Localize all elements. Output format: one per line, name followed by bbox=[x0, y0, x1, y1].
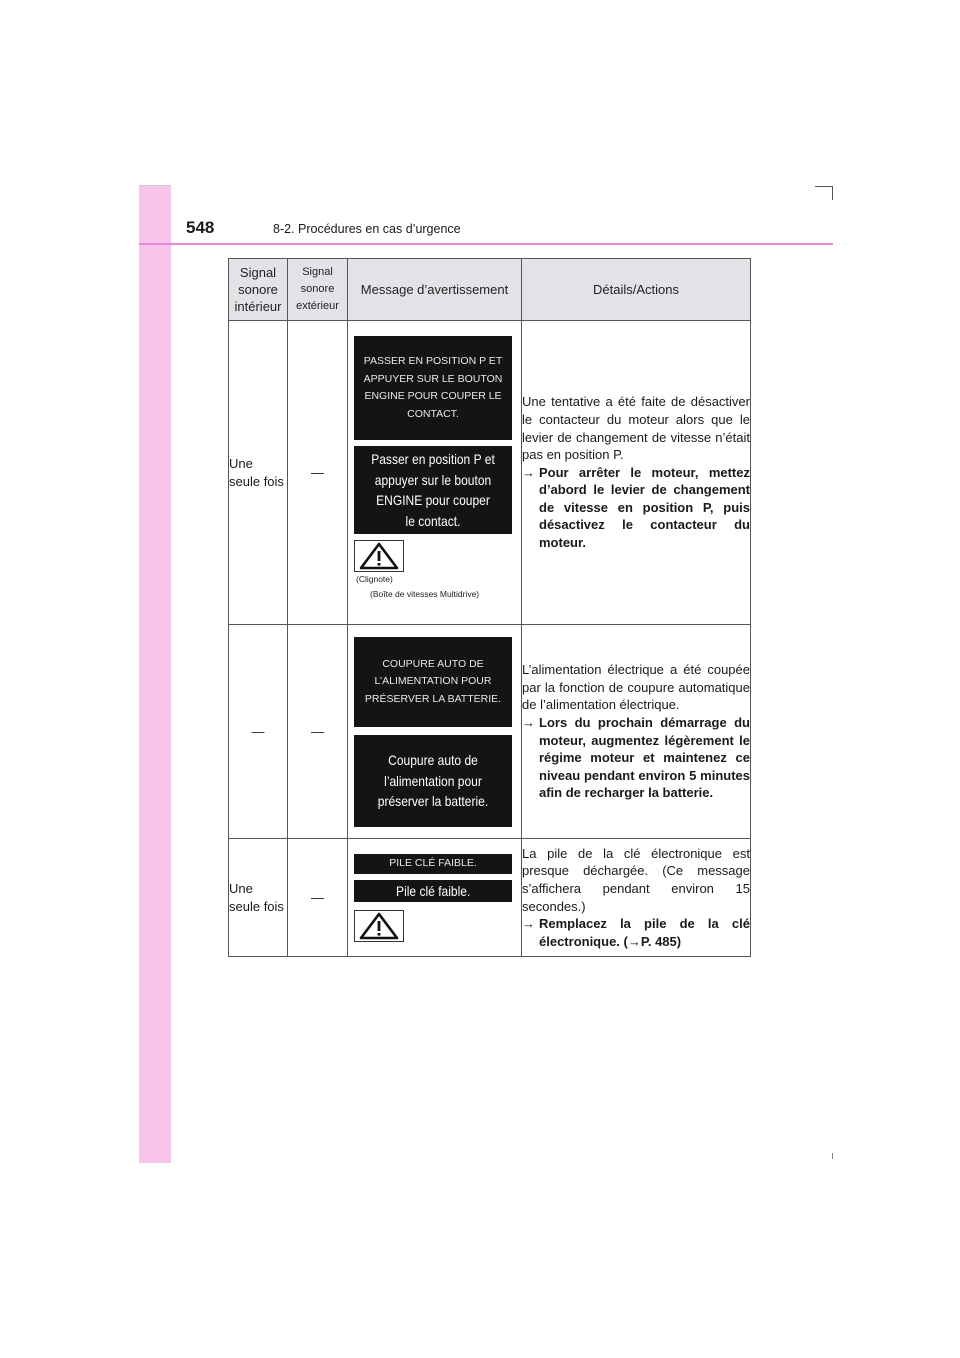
details-text: L’alimentation électrique a été coupée par la fonction de coupure automatique de l’alimentation électrique. bbox=[522, 662, 750, 713]
message-screen-text: Coupure auto de l’alimentation pour préserver la batterie. bbox=[377, 752, 489, 810]
warning-table bbox=[228, 258, 751, 957]
interior-buzzer-cell: Une seule fois bbox=[229, 839, 288, 957]
page-number: 548 bbox=[186, 218, 215, 237]
section-title: 8-2. Procédures en cas d’urgence bbox=[273, 222, 461, 236]
header-rule bbox=[139, 243, 833, 245]
message-cell bbox=[348, 625, 522, 839]
message-screen-text: Passer en position P et appuyer sur le bouton ENGINE pour couper le contact. bbox=[371, 451, 495, 529]
message-screen-caps: COUPURE AUTO DE L’ALIMENTATION POUR PRÉSERVER LA BATTERIE. bbox=[354, 637, 512, 727]
crop-mark bbox=[815, 186, 833, 187]
action-text: Pour arrêter le moteur, mettez d’abord le levier de changement de vitesse en position P, puis désactivez le contacteur du moteur. bbox=[539, 464, 750, 551]
crop-mark bbox=[832, 186, 833, 200]
table-row bbox=[229, 321, 751, 625]
header-details-actions: Détails/Actions bbox=[522, 259, 751, 321]
exterior-buzzer-cell: — bbox=[288, 321, 348, 625]
exterior-buzzer-cell: — bbox=[288, 839, 348, 957]
footnote: (Boîte de vitesses Multidrive) bbox=[370, 589, 480, 599]
details-cell bbox=[522, 625, 751, 839]
message-screen-handwritten bbox=[354, 880, 512, 902]
message-cell bbox=[348, 321, 522, 625]
icon-note: (Clignote) bbox=[356, 574, 393, 584]
action-item bbox=[522, 714, 750, 802]
action-text: Remplacez la pile de la clé électronique. (→P. 485) bbox=[539, 916, 750, 949]
action-text: Lors du prochain démarrage du moteur, augmentez légèrement le régime moteur et maintenez ce niveau pendant environ 5 minutes afin de recharger la batterie. bbox=[539, 714, 750, 801]
crop-mark bbox=[139, 185, 171, 186]
interior-buzzer-cell: Une seule fois bbox=[229, 321, 288, 625]
table-header-row bbox=[229, 259, 751, 321]
message-cell bbox=[348, 839, 522, 957]
arrow-icon: → bbox=[522, 916, 535, 932]
message-screen-handwritten bbox=[354, 446, 512, 534]
message-screen-handwritten bbox=[354, 735, 512, 827]
exterior-buzzer-cell: — bbox=[288, 625, 348, 839]
message-screen-caps: PILE CLÉ FAIBLE. bbox=[354, 854, 512, 874]
header-exterior-buzzer: Signal sonore extérieur bbox=[288, 259, 348, 321]
warning-triangle-icon bbox=[354, 540, 404, 572]
page-side-tab bbox=[139, 185, 171, 1163]
action-item bbox=[522, 915, 750, 950]
table-row bbox=[229, 625, 751, 839]
header-warning-message: Message d’avertissement bbox=[348, 259, 522, 321]
message-screen-caps: PASSER EN POSITION P ET APPUYER SUR LE BOUTON ENGINE POUR COUPER LE CONTACT. bbox=[354, 336, 512, 440]
header-interior-buzzer: Signal sonore intérieur bbox=[229, 259, 288, 321]
interior-buzzer-cell: — bbox=[229, 625, 288, 839]
arrow-icon: → bbox=[522, 714, 535, 730]
details-cell bbox=[522, 321, 751, 625]
details-text: La pile de la clé électronique est presque déchargée. (Ce message s’affichera pendant environ 15 secondes.) bbox=[522, 845, 750, 914]
arrow-icon: → bbox=[522, 464, 535, 480]
table-row bbox=[229, 839, 751, 957]
crop-mark bbox=[832, 1153, 833, 1159]
action-item bbox=[522, 464, 750, 552]
details-cell bbox=[522, 839, 751, 957]
details-text: Une tentative a été faite de désactiver le contacteur du moteur alors que le levier de changement de vitesse n’était pas en position P. bbox=[522, 394, 750, 463]
message-screen-text: Pile clé faible. bbox=[395, 882, 471, 899]
warning-triangle-icon bbox=[354, 910, 404, 942]
